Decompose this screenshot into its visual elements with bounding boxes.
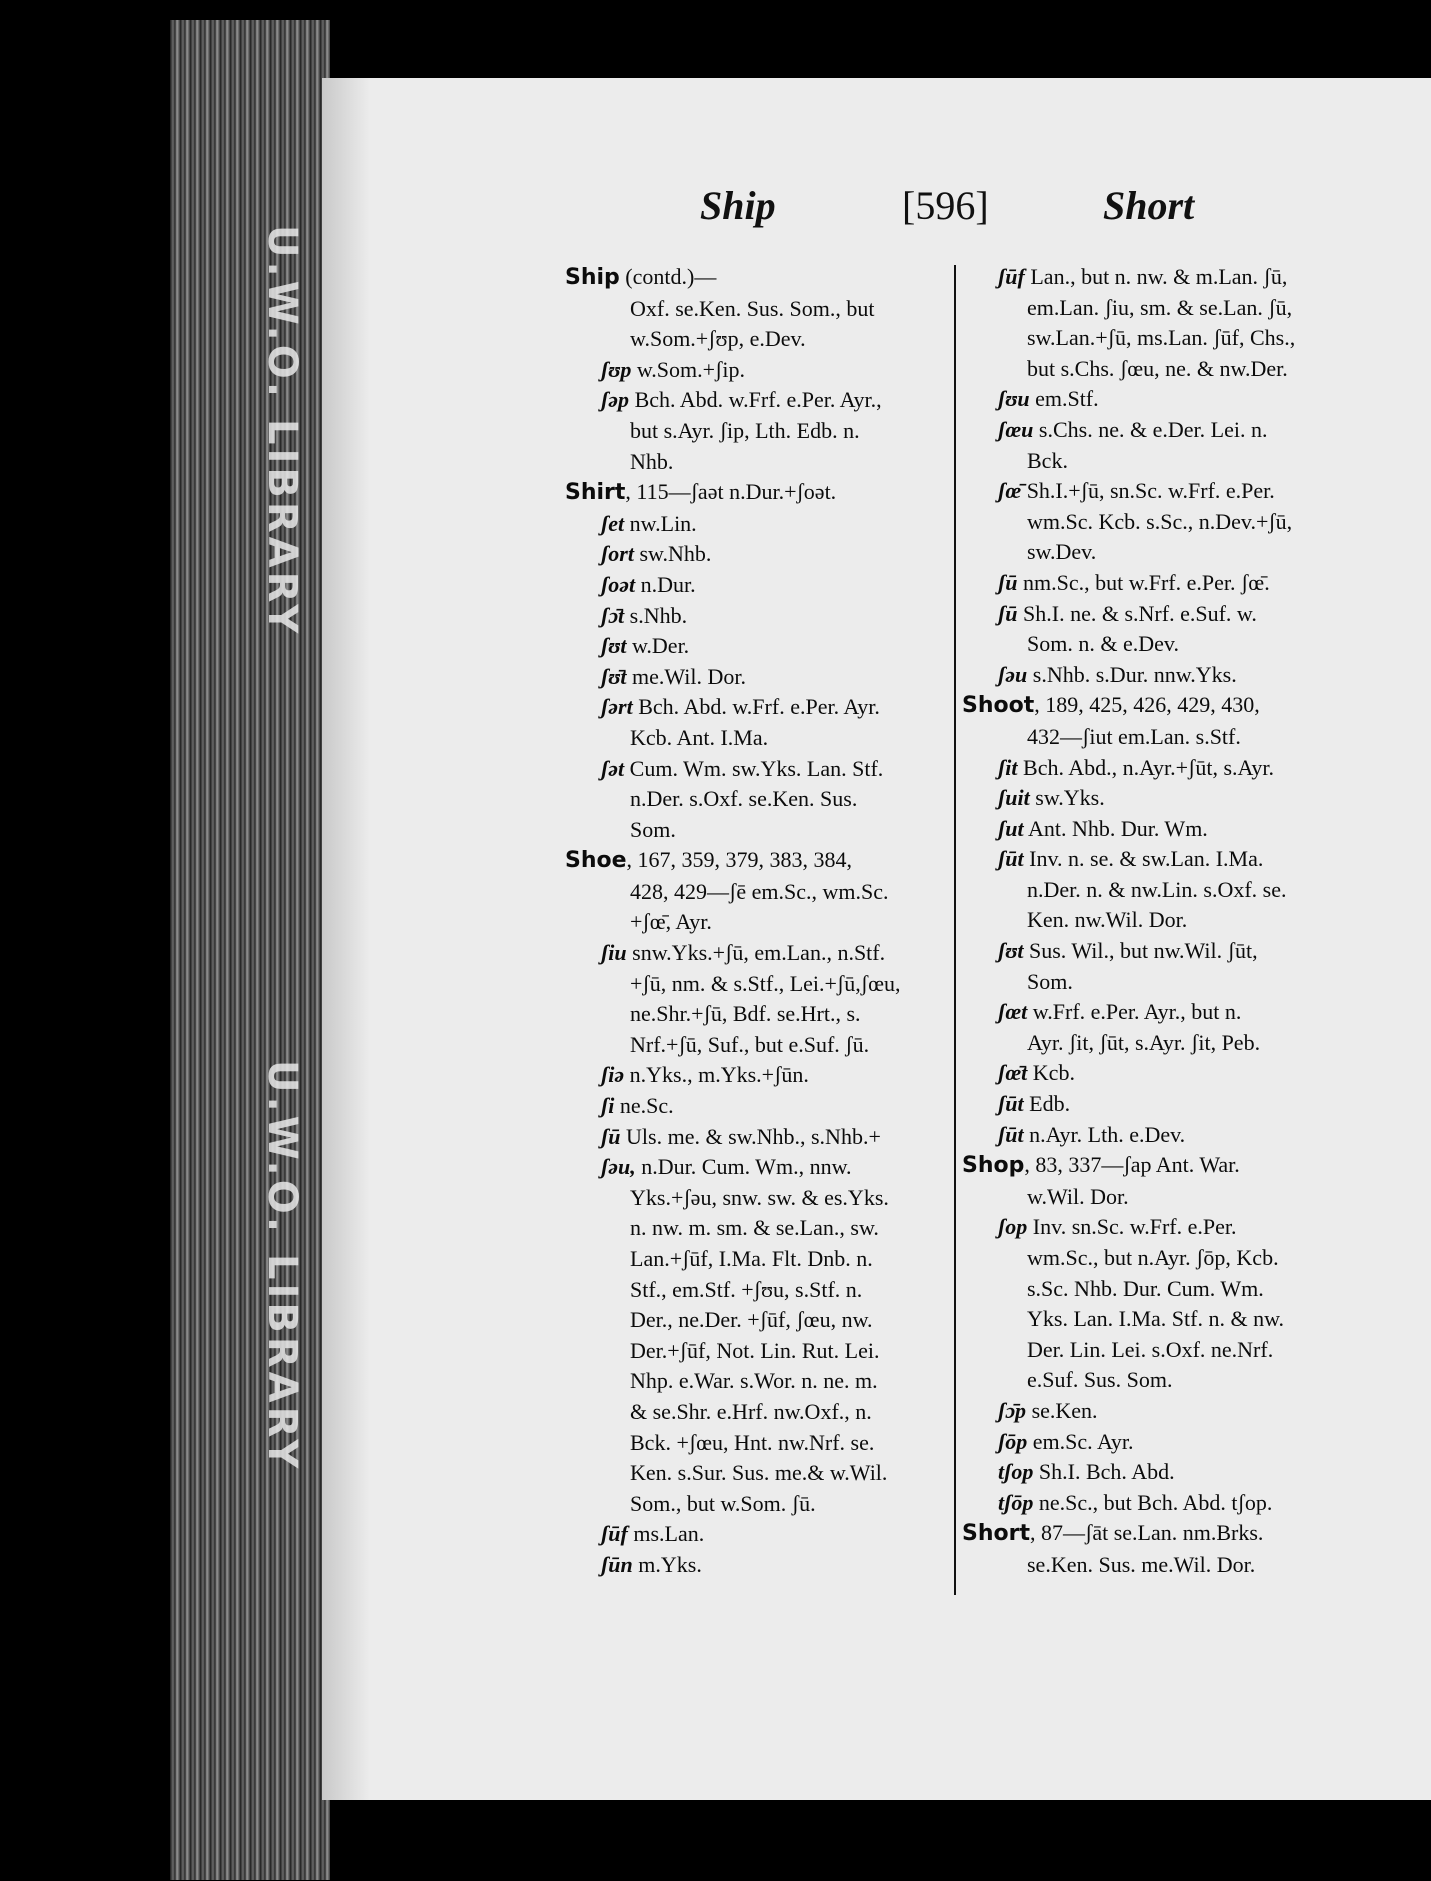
left-column <box>565 262 945 1581</box>
dictionary-line: +ʃū, nm. & s.Stf., Lei.+ʃū,ʃœu, <box>630 970 901 996</box>
dictionary-line: ʃūt n.Ayr. Lth. e.Dev. <box>998 1121 1186 1147</box>
dictionary-line: ʃūf Lan., but n. nw. & m.Lan. ʃū, <box>998 264 1288 289</box>
dictionary-line: ʃɔ̄t s.Nhb. <box>601 602 688 628</box>
dictionary-line: Bck. <box>1027 447 1068 473</box>
page-gutter-shadow <box>322 78 370 1800</box>
dictionary-line: ʃəp Bch. Abd. w.Frf. e.Per. Ayr., <box>601 387 882 413</box>
dictionary-line: Nhp. e.War. s.Wor. n. ne. m. <box>630 1368 878 1394</box>
dictionary-line: ʃərt Bch. Abd. w.Frf. e.Per. Ayr. <box>601 694 880 720</box>
dictionary-line: em.Lan. ʃiu, sm. & se.Lan. ʃū, <box>1027 294 1293 320</box>
dictionary-line: sw.Dev. <box>1027 539 1097 565</box>
dictionary-line: Yks. Lan. I.Ma. Stf. n. & nw. <box>1027 1306 1285 1332</box>
dictionary-line: ʃūt Edb. <box>998 1091 1071 1117</box>
dictionary-line: 428, 429—ʃē em.Sc., wm.Sc. <box>630 878 889 904</box>
dictionary-line: Stf., em.Stf. +ʃʊu, s.Stf. n. <box>630 1276 863 1302</box>
page-header <box>0 182 1431 232</box>
dictionary-line: ʃū Uls. me. & sw.Nhb., s.Nhb.+ <box>601 1123 881 1149</box>
header-right-word: Short <box>1103 183 1195 228</box>
dictionary-line: ʃœ̄t Kcb. <box>998 1060 1075 1086</box>
dictionary-line: e.Suf. Sus. Som. <box>1027 1367 1173 1393</box>
spine-stamp-bottom: U.W.O. LIBRARY <box>259 1060 305 1473</box>
dictionary-line: ʃūn m.Yks. <box>601 1551 702 1577</box>
dictionary-line: se.Ken. Sus. me.Wil. Dor. <box>1027 1551 1256 1577</box>
right-column <box>962 262 1340 1581</box>
dictionary-line: & se.Shr. e.Hrf. nw.Oxf., n. <box>630 1398 872 1424</box>
dictionary-line: ʃit Bch. Abd., n.Ayr.+ʃūt, s.Ayr. <box>998 754 1275 780</box>
dictionary-line: ʃet nw.Lin. <box>601 510 697 536</box>
dictionary-line: Ken. nw.Wil. Dor. <box>1027 907 1188 933</box>
dictionary-line: ʃūt Inv. n. se. & sw.Lan. I.Ma. <box>998 846 1264 872</box>
dictionary-line: Shirt, 115—ʃaət n.Dur.+ʃoət. <box>565 479 837 506</box>
dictionary-line: Lan.+ʃūf, I.Ma. Flt. Dnb. n. <box>630 1246 873 1271</box>
dictionary-line: n.Der. s.Oxf. se.Ken. Sus. <box>630 786 858 812</box>
header-left-word: Ship <box>700 183 776 228</box>
dictionary-line: n. nw. m. sm. & se.Lan., sw. <box>630 1215 879 1241</box>
dictionary-line: ʃop Inv. sn.Sc. w.Frf. e.Per. <box>998 1214 1237 1240</box>
dictionary-line: Som. n. & e.Dev. <box>1027 631 1179 657</box>
dictionary-line: Som., but w.Som. ʃū. <box>630 1490 816 1516</box>
dictionary-line: ʃʊu em.Stf. <box>998 386 1099 412</box>
dictionary-line: tʃop Sh.I. Bch. Abd. <box>998 1459 1175 1485</box>
dictionary-line: w.Som.+ʃʊp, e.Dev. <box>630 326 806 352</box>
dictionary-line: Shoe, 167, 359, 379, 383, 384, <box>565 847 853 874</box>
dictionary-line: ʃuit sw.Yks. <box>998 785 1105 811</box>
dictionary-line: n.Der. n. & nw.Lin. s.Oxf. se. <box>1027 876 1287 902</box>
dictionary-line: Yks.+ʃəu, snw. sw. & es.Yks. <box>630 1184 889 1210</box>
dictionary-line: ʃort sw.Nhb. <box>601 541 712 567</box>
dictionary-line: wm.Sc. Kcb. s.Sc., n.Dev.+ʃū, <box>1027 508 1293 534</box>
dictionary-line: +ʃœ̄, Ayr. <box>630 909 712 935</box>
dictionary-line: tʃōp ne.Sc., but Bch. Abd. tʃop. <box>998 1489 1273 1515</box>
dictionary-line: Oxf. se.Ken. Sus. Som., but <box>630 295 875 321</box>
dictionary-line: Som. <box>630 816 676 842</box>
dictionary-line: ʃū nm.Sc., but w.Frf. e.Per. ʃœ̄. <box>998 569 1270 595</box>
dictionary-line: Bck. +ʃœu, Hnt. nw.Nrf. se. <box>630 1429 875 1455</box>
dictionary-line: ʃʊ̄t me.Wil. Dor. <box>601 663 746 689</box>
dictionary-line: ʃiə n.Yks., m.Yks.+ʃūn. <box>601 1062 809 1088</box>
dictionary-line: ʃɔ̄p se.Ken. <box>998 1397 1098 1423</box>
dictionary-line: ʃəu s.Nhb. s.Dur. nnw.Yks. <box>998 661 1237 687</box>
dictionary-line: Shop, 83, 337—ʃap Ant. War. <box>962 1152 1240 1179</box>
dictionary-line: ʃəu, n.Dur. Cum. Wm., nnw. <box>601 1154 852 1180</box>
dictionary-line: s.Sc. Nhb. Dur. Cum. Wm. <box>1027 1275 1264 1301</box>
dictionary-line: ʃiu snw.Yks.+ʃū, em.Lan., n.Stf. <box>601 940 886 966</box>
dictionary-line: Ken. s.Sur. Sus. me.& w.Wil. <box>630 1460 888 1486</box>
page-number: [596] <box>902 183 989 228</box>
dictionary-line: w.Wil. Dor. <box>1027 1183 1129 1209</box>
dictionary-line: but s.Chs. ʃœu, ne. & nw.Der. <box>1027 355 1288 381</box>
dictionary-line: wm.Sc., but n.Ayr. ʃōp, Kcb. <box>1027 1245 1279 1270</box>
dictionary-line: Der.+ʃūf, Not. Lin. Rut. Lei. <box>630 1337 880 1363</box>
spine-stamp-top: U.W.O. LIBRARY <box>259 225 305 638</box>
dictionary-line: ʃoət n.Dur. <box>601 571 696 597</box>
dictionary-line: ʃū Sh.I. ne. & s.Nrf. e.Suf. w. <box>998 600 1257 626</box>
dictionary-line: ʃʊp w.Som.+ʃip. <box>601 356 745 382</box>
dictionary-line: ʃœ̄ Sh.I.+ʃū, sn.Sc. w.Frf. e.Per. <box>998 478 1275 504</box>
column-divider <box>954 265 956 1595</box>
dictionary-line: ʃut Ant. Nhb. Dur. Wm. <box>998 815 1208 841</box>
dictionary-line: ʃʊt w.Der. <box>601 633 690 659</box>
dictionary-line: ʃʊt Sus. Wil., but nw.Wil. ʃūt, <box>998 938 1258 964</box>
dictionary-line: Kcb. Ant. I.Ma. <box>630 724 769 750</box>
dictionary-line: Nhb. <box>630 448 674 474</box>
dictionary-line: ʃət Cum. Wm. sw.Yks. Lan. Stf. <box>601 755 884 781</box>
dictionary-line: Short, 87—ʃāt se.Lan. nm.Brks. <box>962 1520 1264 1547</box>
dictionary-line: but s.Ayr. ʃip, Lth. Edb. n. <box>630 417 860 443</box>
dictionary-line: Nrf.+ʃū, Suf., but e.Suf. ʃū. <box>630 1031 870 1057</box>
dictionary-line: ʃi ne.Sc. <box>601 1093 674 1119</box>
dictionary-line: ne.Shr.+ʃū, Bdf. se.Hrt., s. <box>630 1001 861 1027</box>
dictionary-line: Shoot, 189, 425, 426, 429, 430, <box>962 692 1260 719</box>
dictionary-line: sw.Lan.+ʃū, ms.Lan. ʃūf, Chs., <box>1027 325 1296 351</box>
dictionary-line: Der., ne.Der. +ʃūf, ʃœu, nw. <box>630 1307 873 1333</box>
dictionary-line: ʃœt w.Frf. e.Per. Ayr., but n. <box>998 999 1242 1025</box>
dictionary-line: ʃūf ms.Lan. <box>601 1521 705 1547</box>
dictionary-line: 432—ʃiut em.Lan. s.Stf. <box>1027 723 1241 749</box>
dictionary-line: Som. <box>1027 968 1073 994</box>
book-spine <box>170 20 330 1880</box>
dictionary-line: Der. Lin. Lei. s.Oxf. ne.Nrf. <box>1027 1336 1274 1362</box>
dictionary-line: ʃōp em.Sc. Ayr. <box>998 1428 1134 1454</box>
dictionary-line: Ship (contd.)— <box>565 264 717 290</box>
dictionary-line: Ayr. ʃit, ʃūt, s.Ayr. ʃit, Peb. <box>1027 1029 1261 1055</box>
dictionary-line: ʃœu s.Chs. ne. & e.Der. Lei. n. <box>998 416 1268 442</box>
